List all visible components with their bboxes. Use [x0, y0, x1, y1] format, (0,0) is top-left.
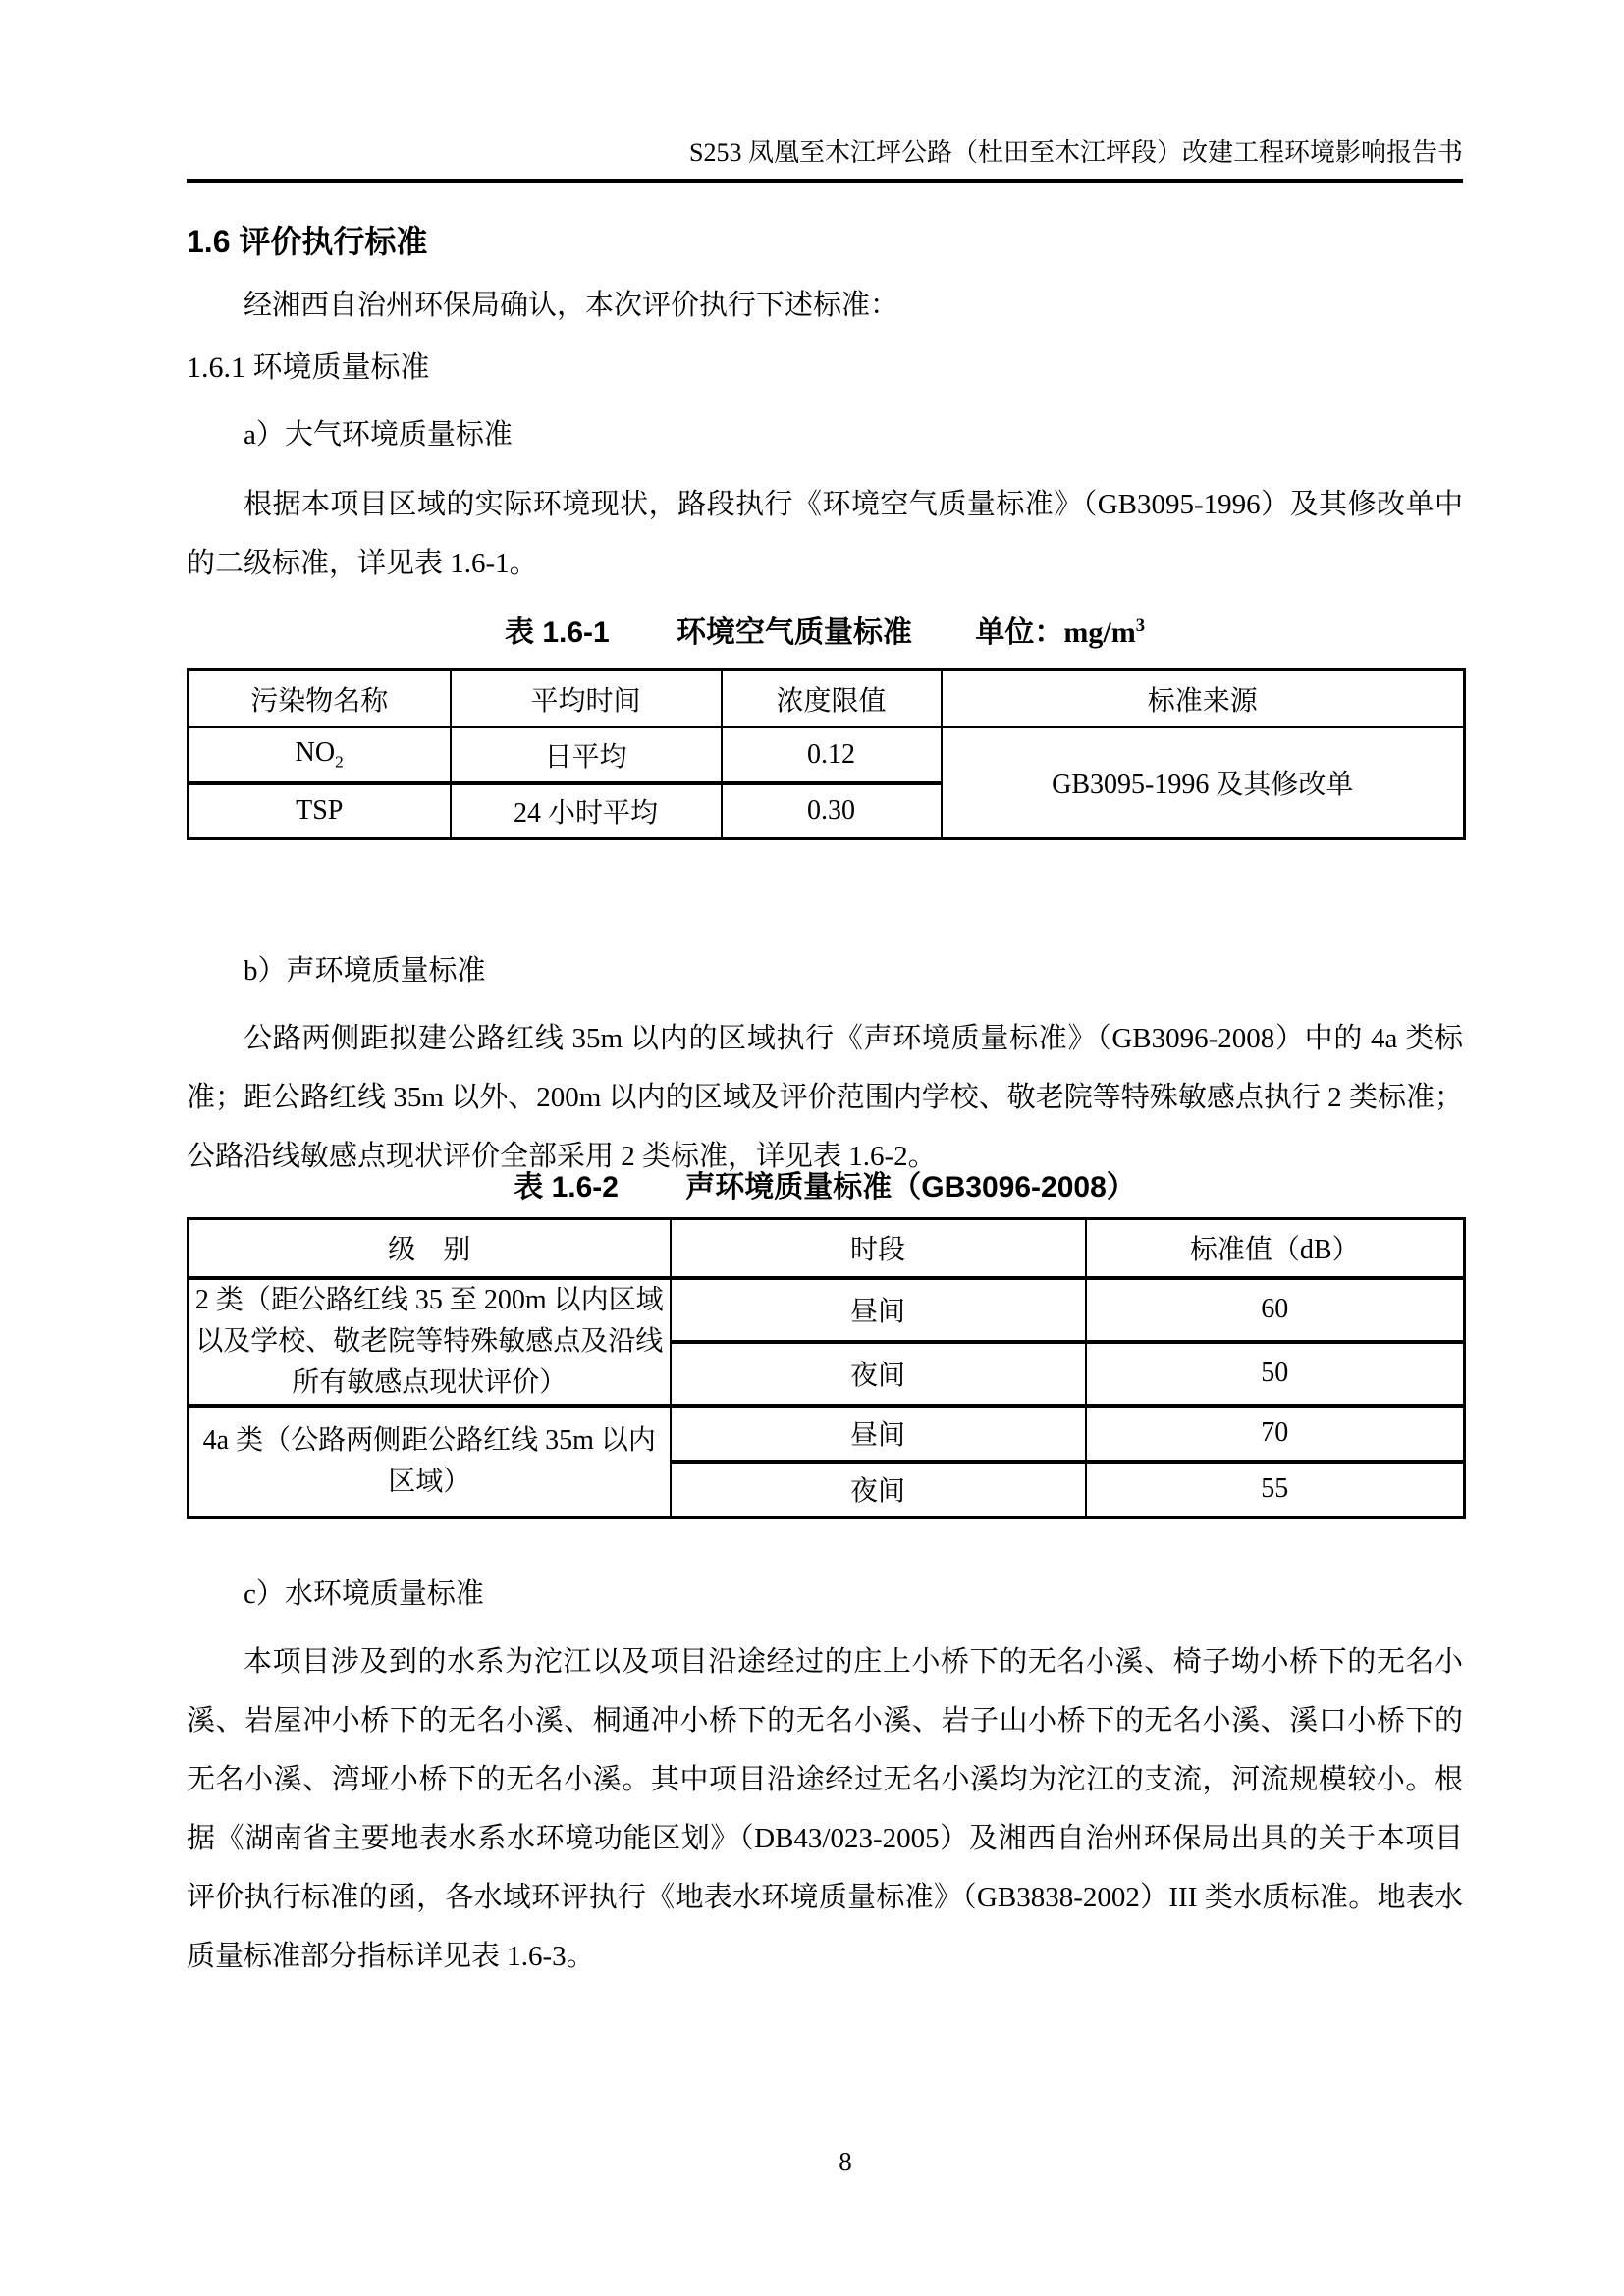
- table-row: [189, 1406, 1465, 1462]
- table-row: [189, 670, 1465, 727]
- section-heading-1-6: 1.6 评价执行标准: [187, 224, 428, 259]
- pollutant-no2: NO: [295, 736, 336, 768]
- noise-paragraph: 公路两侧距拟建公路红线 35m 以内的区域执行《声环境质量标准》（GB3096-2008）中的 4a 类标准；距公路红线 35m 以外、200m 以内的区域及评价范围内学校、敬老院等特殊敏感点执行 2 类标准；公路沿线敏感点现状评价全部采用 2 类标准，详见表 1.6-2。: [187, 1023, 1463, 1172]
- table-1-header-limit: 浓度限值: [722, 670, 942, 727]
- table-1-cell-source-merged: GB3095-1996 及其修改单: [942, 727, 1465, 839]
- intro-paragraph: 经湘西自治州环保局确认，本次评价执行下述标准：: [244, 290, 899, 321]
- table-2-caption-label: 表 1.6-2: [514, 1171, 619, 1203]
- table-row: [189, 727, 1465, 783]
- table-2-cell-period: 昼间: [671, 1406, 1086, 1462]
- page-number: 8: [839, 2147, 852, 2176]
- table-2-cell-period: 昼间: [671, 1278, 1086, 1342]
- table-1-cell-avg-time: 日平均: [451, 727, 722, 783]
- subsection-heading-water: c）水环境质量标准: [244, 1578, 484, 1610]
- table-2-cell-value: 70: [1086, 1406, 1465, 1462]
- air-quality-table: [187, 668, 1466, 840]
- table-2-caption-title: 声环境质量标准（GB3096-2008）: [685, 1171, 1136, 1203]
- table-1-unit-sup: 3: [1135, 615, 1146, 636]
- table-2-cell-period: 夜间: [671, 1462, 1086, 1518]
- pollutant-no2-sub: 2: [335, 752, 344, 772]
- table-row: [189, 1278, 1465, 1342]
- page-header: [187, 0, 1463, 183]
- air-paragraph: 根据本项目区域的实际环境现状，路段执行《环境空气质量标准》（GB3095-1996）及其修改单中的二级标准，详见表 1.6-1。: [187, 489, 1463, 579]
- subsection-heading-noise: b）声环境质量标准: [244, 955, 486, 987]
- table-1-header-source: 标准来源: [942, 670, 1465, 727]
- table-2-header-period: 时段: [671, 1219, 1086, 1278]
- water-paragraph: 本项目涉及到的水系为沱江以及项目沿途经过的庄上小桥下的无名小溪、椅子坳小桥下的无名小溪、岩屋冲小桥下的无名小溪、桐通冲小桥下的无名小溪、岩子山小桥下的无名小溪、溪口小桥下的无名小溪、湾垭小桥下的无名小溪。其中项目沿途经过无名小溪均为沱江的支流，河流规模较小。根据《湖南省主要地表水系水环境功能区划》（DB43/023-2005）及湘西自治州环保局出具的关于本项目评价执行标准的函，各水域环评执行《地表水环境质量标准》（GB3838-2002）III 类水质标准。地表水质量标准部分指标详见表 1.6-3。: [187, 1646, 1463, 1972]
- table-1-cell-limit: 0.30: [722, 783, 942, 839]
- table-2-cell-value: 50: [1086, 1342, 1465, 1406]
- table-1-header-avg-time: 平均时间: [451, 670, 722, 727]
- table-1-caption-title: 环境空气质量标准: [677, 616, 913, 649]
- table-2-header-value: 标准值（dB）: [1086, 1219, 1465, 1278]
- table-1-cell-pollutant: TSP: [189, 783, 451, 839]
- report-title: S253 凤凰至木江坪公路（杜田至木江坪段）改建工程环境影响报告书: [689, 138, 1463, 167]
- table-2-category-class4a: 4a 类（公路两侧距公路红线 35m 以内区域）: [189, 1406, 671, 1518]
- table-1-cell-limit: 0.12: [722, 727, 942, 783]
- table-1-unit-text: 单位：mg/m: [975, 616, 1136, 649]
- table-2-category-class2: 2 类（距公路红线 35 至 200m 以内区域以及学校、敬老院等特殊敏感点及沿线所有敏感点现状评价）: [189, 1278, 671, 1406]
- table-1-cell-pollutant: [189, 727, 451, 783]
- table-1-caption: [187, 607, 1463, 653]
- table-2-cell-period: 夜间: [671, 1342, 1086, 1406]
- section-heading-1-6-1: 1.6.1 环境质量标准: [187, 351, 430, 384]
- table-2-cell-value: 60: [1086, 1278, 1465, 1342]
- table-1-caption-unit: [975, 616, 1145, 649]
- table-2-cell-value: 55: [1086, 1462, 1465, 1518]
- noise-standard-table: [187, 1217, 1466, 1519]
- subsection-heading-air: a）大气环境质量标准: [244, 419, 513, 451]
- table-1-cell-avg-time: 24 小时平均: [451, 783, 722, 839]
- table-row: [189, 1219, 1465, 1278]
- table-1-caption-label: 表 1.6-1: [504, 616, 610, 649]
- table-2-header-class: 级 别: [189, 1219, 671, 1278]
- table-1-header-pollutant: 污染物名称: [189, 670, 451, 727]
